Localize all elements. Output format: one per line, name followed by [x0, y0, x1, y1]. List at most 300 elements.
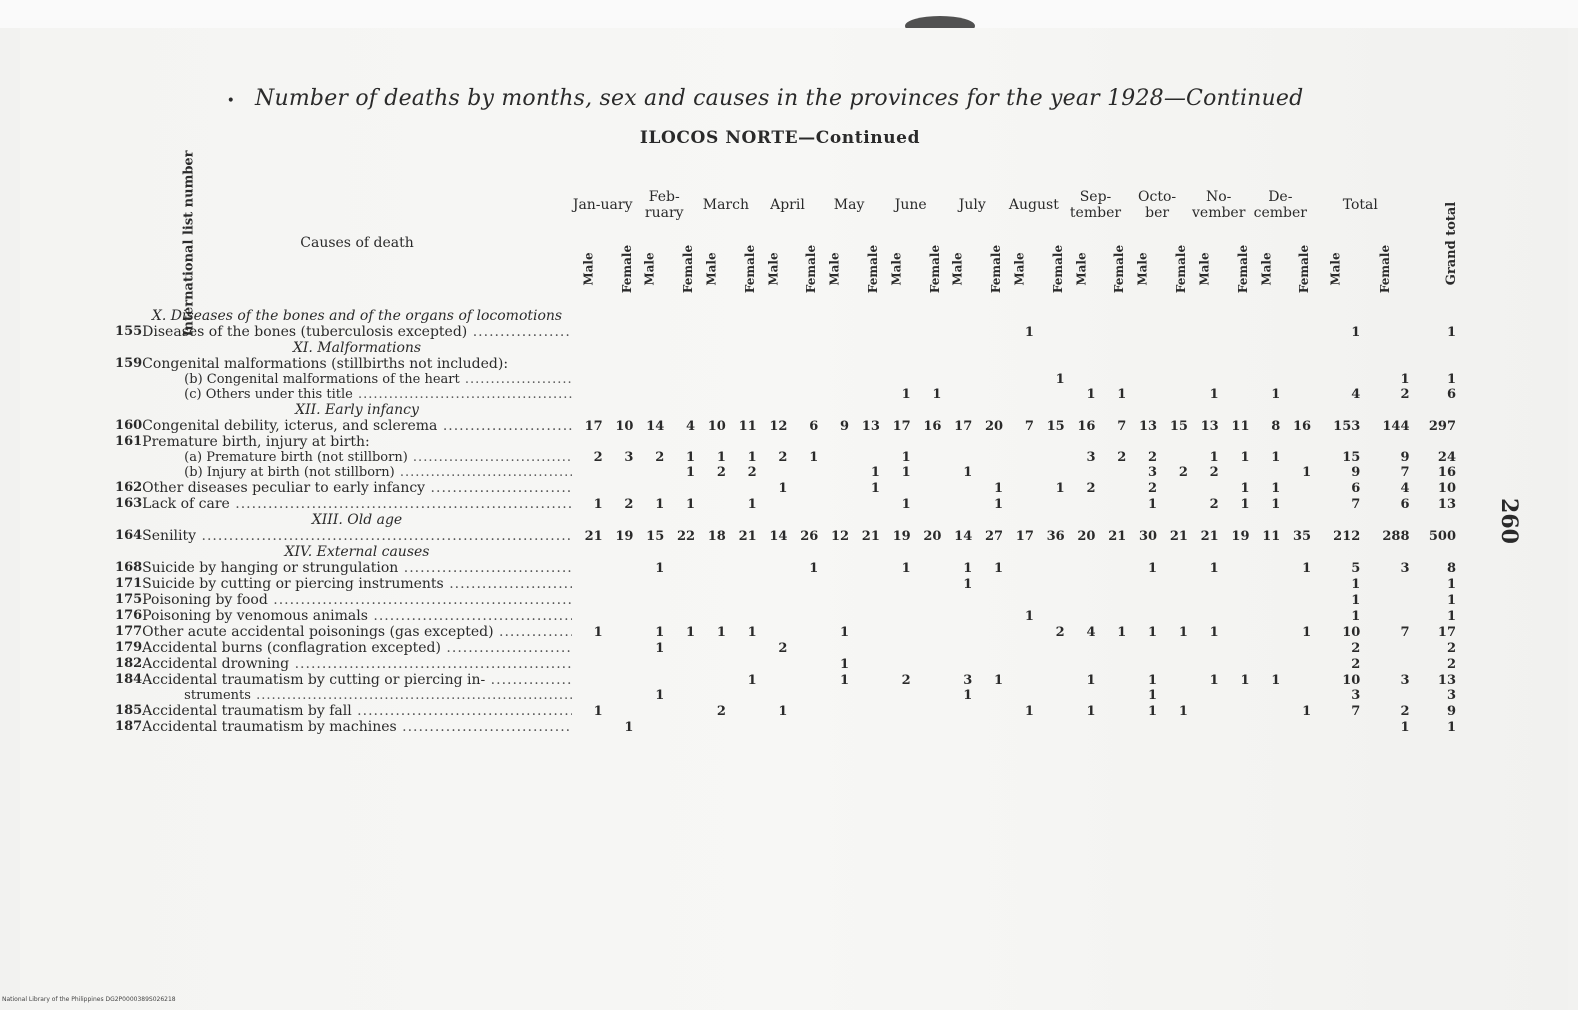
- male-count: [572, 719, 603, 735]
- male-count: [1126, 434, 1157, 450]
- male-count: 1: [1271, 480, 1281, 496]
- female-count: 1: [686, 465, 696, 480]
- list-number: 164: [115, 528, 143, 543]
- female-count: [726, 656, 757, 672]
- female-count: [1219, 324, 1250, 340]
- female-count: [603, 560, 634, 576]
- female-count: 1: [1055, 372, 1065, 387]
- male-count: [572, 640, 603, 656]
- female-count: [1157, 576, 1188, 592]
- male-count: [1250, 608, 1281, 624]
- table-row: [96, 450, 1456, 465]
- male-count: 7: [1351, 703, 1361, 719]
- male-count: [1065, 640, 1096, 656]
- male-count: [880, 688, 911, 703]
- female-count: [1280, 434, 1311, 450]
- female-header-label: Female: [804, 245, 819, 294]
- cause-name: [142, 387, 572, 402]
- female-count: [911, 656, 942, 672]
- female-count: [603, 624, 634, 640]
- table-row: [96, 372, 1456, 387]
- male-count: 1: [593, 496, 603, 512]
- male-count: 4: [1351, 387, 1361, 402]
- female-count: [1034, 719, 1065, 735]
- female-count: 9: [1400, 450, 1410, 465]
- male-count: [757, 372, 788, 387]
- male-count: 1: [1024, 608, 1034, 624]
- male-count: 21: [584, 528, 603, 544]
- male-count: [1250, 356, 1281, 372]
- female-count: [1157, 608, 1188, 624]
- female-count: [911, 372, 942, 387]
- female-count: [849, 592, 880, 608]
- top-margin: [0, 0, 1578, 28]
- table-row: [96, 656, 1456, 672]
- cause-name: [142, 608, 572, 624]
- male-count: [1188, 356, 1219, 372]
- section-row: [96, 340, 1456, 356]
- female-count: [1280, 496, 1311, 512]
- male-count: [633, 576, 664, 592]
- female-header: [726, 232, 757, 308]
- cause-name: [142, 450, 572, 465]
- female-count: 3: [624, 450, 634, 465]
- male-count: [633, 608, 664, 624]
- cause-label: (c) Others under this title .....: [184, 387, 572, 402]
- male-count: [1188, 480, 1219, 496]
- male-count: 2: [1086, 480, 1096, 496]
- female-count: [972, 592, 1003, 608]
- female-count: [1095, 640, 1126, 656]
- male-count: [633, 480, 664, 496]
- male-count: [757, 656, 788, 672]
- male-count: [633, 719, 664, 735]
- male-count: 1: [593, 624, 603, 640]
- male-header-label: Male: [1135, 252, 1150, 286]
- cause-name: [142, 356, 572, 372]
- male-count: [880, 640, 911, 656]
- female-count: [972, 324, 1003, 340]
- female-count: [1095, 480, 1126, 496]
- female-count: [1095, 608, 1126, 624]
- female-count: [972, 434, 1003, 450]
- female-count: [787, 703, 818, 719]
- female-count: 2: [1055, 624, 1065, 640]
- female-count: [726, 688, 757, 703]
- male-count: 1: [840, 624, 850, 640]
- female-count: [1219, 560, 1250, 576]
- female-count: 1: [1240, 672, 1250, 688]
- male-count: 2: [1148, 450, 1158, 465]
- title-text: Number of deaths by months, sex and causes in the provinces for the year 1928—Continued: [255, 86, 1304, 111]
- male-count: [757, 560, 788, 576]
- male-count: [757, 672, 788, 688]
- female-count: [1095, 703, 1126, 719]
- male-count: [1003, 387, 1034, 402]
- male-count: [941, 719, 972, 735]
- male-count: [1188, 576, 1219, 592]
- female-count: 21: [1169, 528, 1188, 544]
- male-count: [572, 372, 603, 387]
- female-count: [1095, 465, 1126, 480]
- female-count: [1280, 324, 1311, 340]
- male-count: [695, 434, 726, 450]
- female-count: [603, 656, 634, 672]
- female-header: [849, 232, 880, 308]
- list-number: [96, 387, 142, 402]
- male-count: [941, 387, 972, 402]
- female-count: [664, 719, 695, 735]
- female-count: [1034, 496, 1065, 512]
- male-count: [1065, 324, 1096, 340]
- list-number: 171: [115, 576, 143, 591]
- female-count: 4: [1400, 480, 1410, 496]
- male-count: 14: [646, 418, 665, 434]
- male-count: 1: [901, 496, 911, 512]
- female-count: 35: [1293, 528, 1312, 544]
- male-count: [1065, 688, 1096, 703]
- male-count: 1: [1271, 450, 1281, 465]
- male-count: [818, 465, 849, 480]
- female-count: 15: [1046, 418, 1065, 434]
- female-count: [664, 640, 695, 656]
- female-count: [1219, 576, 1250, 592]
- female-count: [1219, 592, 1250, 608]
- male-count: [880, 719, 911, 735]
- scan-footer: National Library of the Philippines DG2P0000389S026218: [2, 996, 176, 1003]
- female-count: [664, 656, 695, 672]
- male-count: [633, 434, 664, 450]
- male-count: 1: [1351, 592, 1361, 608]
- grand-total-value: 10: [1437, 480, 1456, 496]
- male-count: 1: [1271, 496, 1281, 512]
- female-count: [787, 592, 818, 608]
- female-count: [1095, 496, 1126, 512]
- table-row: [96, 496, 1456, 512]
- female-count: [1280, 672, 1311, 688]
- section-row: [96, 544, 1456, 560]
- female-count: [603, 465, 634, 480]
- male-header-label: Male: [1012, 252, 1027, 286]
- male-count: [941, 640, 972, 656]
- male-count: [1250, 434, 1281, 450]
- male-count: 1: [1148, 703, 1158, 719]
- female-count: [787, 624, 818, 640]
- list-number: 162: [115, 480, 143, 495]
- male-count: [1250, 465, 1281, 480]
- male-count: [818, 640, 849, 656]
- female-count: [972, 719, 1003, 735]
- month-header: August: [1008, 196, 1059, 213]
- female-count: [1219, 608, 1250, 624]
- month-header: Jan-uary: [572, 196, 633, 213]
- male-count: [880, 372, 911, 387]
- cause-name: [142, 324, 572, 340]
- female-count: [1034, 688, 1065, 703]
- female-count: 1: [747, 672, 757, 688]
- male-count: [818, 592, 849, 608]
- deaths-table: [96, 149, 1459, 735]
- female-count: [911, 356, 942, 372]
- male-count: 2: [716, 465, 726, 480]
- cause-name: [142, 624, 572, 640]
- female-count: [787, 656, 818, 672]
- male-count: [1126, 576, 1157, 592]
- male-header-label: Male: [581, 252, 596, 286]
- female-header: [1034, 232, 1065, 308]
- list-number: 176: [115, 608, 143, 623]
- male-count: [1003, 656, 1034, 672]
- female-count: [1157, 356, 1188, 372]
- male-count: 12: [769, 418, 788, 434]
- male-count: [572, 356, 603, 372]
- female-count: [664, 480, 695, 496]
- male-count: [1065, 719, 1096, 735]
- table-row: [96, 387, 1456, 402]
- female-count: [1157, 450, 1188, 465]
- female-count: [1034, 387, 1065, 402]
- section-heading: XIV. External causes: [284, 544, 430, 560]
- male-count: 1: [1351, 324, 1361, 340]
- female-count: [603, 372, 634, 387]
- female-count: [1034, 703, 1065, 719]
- grand-total-value: [1410, 356, 1457, 372]
- male-count: 1: [655, 496, 665, 512]
- male-count: 1: [901, 465, 911, 480]
- male-header: [695, 232, 726, 308]
- female-count: 1: [870, 465, 880, 480]
- male-count: 1: [901, 560, 911, 576]
- female-count: [1095, 356, 1126, 372]
- grand-total-value: 2: [1446, 656, 1456, 672]
- female-count: [972, 624, 1003, 640]
- male-count: [1003, 576, 1034, 592]
- female-count: [1219, 719, 1250, 735]
- male-header-label: Male: [889, 252, 904, 286]
- male-count: [818, 496, 849, 512]
- male-header: [633, 232, 664, 308]
- grand-total-value: [1410, 434, 1457, 450]
- female-count: [972, 656, 1003, 672]
- male-count: 1: [716, 624, 726, 640]
- male-count: [1311, 372, 1360, 387]
- female-count: 21: [861, 528, 880, 544]
- female-count: [1219, 434, 1250, 450]
- female-count: 10: [615, 418, 634, 434]
- female-header: [1219, 232, 1250, 308]
- female-count: [849, 450, 880, 465]
- female-count: [664, 324, 695, 340]
- female-count: [664, 672, 695, 688]
- female-header: [972, 232, 1003, 308]
- male-count: [880, 434, 911, 450]
- female-count: 1: [1302, 560, 1312, 576]
- male-header: [572, 232, 603, 308]
- male-count: [1188, 640, 1219, 656]
- male-count: [1065, 592, 1096, 608]
- grand-total-header: [1410, 178, 1457, 308]
- male-count: 1: [1024, 703, 1034, 719]
- male-count: [757, 324, 788, 340]
- male-count: [1065, 608, 1096, 624]
- female-count: 20: [923, 528, 942, 544]
- table-title: [0, 86, 1530, 111]
- male-count: [818, 719, 849, 735]
- male-count: [880, 356, 911, 372]
- table-row: [96, 688, 1456, 703]
- female-count: 16: [923, 418, 942, 434]
- female-count: [603, 640, 634, 656]
- female-count: [972, 356, 1003, 372]
- female-count: [911, 480, 942, 496]
- female-count: [787, 608, 818, 624]
- male-header: [1311, 232, 1360, 308]
- female-count: [1219, 356, 1250, 372]
- table-row: [96, 418, 1456, 434]
- female-count: [972, 688, 1003, 703]
- female-count: [726, 434, 757, 450]
- male-count: [1188, 656, 1219, 672]
- male-count: 1: [716, 450, 726, 465]
- female-count: [1157, 592, 1188, 608]
- female-count: 11: [1231, 418, 1250, 434]
- cause-label: Suicide by cutting or piercing instruments .....: [142, 576, 572, 592]
- list-number: 177: [115, 624, 143, 639]
- male-count: [880, 608, 911, 624]
- cause-label: Accidental traumatism by fall .....: [142, 703, 572, 719]
- male-count: [1003, 480, 1034, 496]
- female-count: 7: [1400, 465, 1410, 480]
- cause-name: [142, 372, 572, 387]
- male-count: 1: [1209, 672, 1219, 688]
- list-number: 175: [115, 592, 143, 607]
- table-row: [96, 576, 1456, 592]
- male-count: 212: [1333, 528, 1361, 544]
- grand-total-value: 297: [1428, 418, 1456, 434]
- female-count: [726, 560, 757, 576]
- table-row: [96, 608, 1456, 624]
- female-count: [849, 324, 880, 340]
- male-count: [695, 592, 726, 608]
- male-count: 1: [1351, 608, 1361, 624]
- cause-label: Other diseases peculiar to early infancy .....: [142, 480, 572, 496]
- female-count: [1034, 672, 1065, 688]
- female-count: [1280, 640, 1311, 656]
- cause-name: [142, 688, 572, 703]
- male-count: 15: [646, 528, 665, 544]
- male-count: 2: [1209, 496, 1219, 512]
- female-count: [787, 387, 818, 402]
- list-number: 155: [115, 324, 143, 339]
- female-count: [787, 356, 818, 372]
- male-count: 17: [954, 418, 973, 434]
- male-count: [1250, 640, 1281, 656]
- female-count: 1: [1240, 450, 1250, 465]
- female-count: [603, 576, 634, 592]
- male-count: [1250, 592, 1281, 608]
- grand-total-value: 1: [1446, 592, 1456, 608]
- male-count: [1065, 372, 1096, 387]
- male-count: [695, 480, 726, 496]
- table-row: [96, 719, 1456, 735]
- male-header: [880, 232, 911, 308]
- female-count: 1: [686, 450, 696, 465]
- male-count: 1: [1148, 560, 1158, 576]
- male-count: 10: [707, 418, 726, 434]
- female-count: [1280, 450, 1311, 465]
- male-count: [818, 372, 849, 387]
- male-count: [880, 576, 911, 592]
- male-header: [1003, 232, 1034, 308]
- male-count: 21: [1200, 528, 1219, 544]
- female-header-label: Female: [1377, 245, 1392, 294]
- female-count: [787, 465, 818, 480]
- female-count: 16: [1293, 418, 1312, 434]
- female-count: [911, 592, 942, 608]
- female-count: [664, 576, 695, 592]
- male-count: [572, 656, 603, 672]
- section-heading: X. Diseases of the bones and of the organs of locomotions: [151, 308, 563, 324]
- male-header: [1250, 232, 1281, 308]
- female-count: 144: [1382, 418, 1410, 434]
- male-count: 7: [1351, 496, 1361, 512]
- female-count: [1280, 480, 1311, 496]
- female-count: [1095, 372, 1126, 387]
- female-count: 1: [686, 496, 696, 512]
- cause-name: [142, 480, 572, 496]
- male-count: 19: [892, 528, 911, 544]
- male-count: 2: [778, 450, 788, 465]
- cause-label: Poisoning by food .....: [142, 592, 572, 608]
- female-count: [1219, 656, 1250, 672]
- male-count: 10: [1342, 624, 1361, 640]
- female-count: [664, 560, 695, 576]
- female-count: [787, 372, 818, 387]
- female-count: 1: [747, 496, 757, 512]
- male-count: 6: [1351, 480, 1361, 496]
- list-number: 160: [115, 418, 143, 433]
- male-count: [818, 688, 849, 703]
- female-count: [1360, 356, 1409, 372]
- male-count: [633, 592, 664, 608]
- male-count: [695, 640, 726, 656]
- female-count: [911, 703, 942, 719]
- female-header: [911, 232, 942, 308]
- section-heading: XI. Malformations: [292, 340, 422, 356]
- male-count: [757, 356, 788, 372]
- male-header: [1188, 232, 1219, 308]
- female-count: 7: [1117, 418, 1127, 434]
- female-count: 1: [686, 624, 696, 640]
- female-count: [1280, 592, 1311, 608]
- female-count: [1157, 656, 1188, 672]
- female-count: [787, 324, 818, 340]
- female-count: [911, 560, 942, 576]
- male-count: 3: [1351, 688, 1361, 703]
- male-count: [1065, 576, 1096, 592]
- month-header: No-vember: [1192, 188, 1246, 221]
- cause-label: Accidental drowning .....: [142, 656, 572, 672]
- male-count: [941, 356, 972, 372]
- male-count: [757, 387, 788, 402]
- male-count: [1126, 387, 1157, 402]
- male-count: [1126, 719, 1157, 735]
- male-count: 1: [963, 465, 973, 480]
- female-count: [1219, 387, 1250, 402]
- female-count: [726, 719, 757, 735]
- female-count: 6: [1400, 496, 1410, 512]
- female-count: 1: [809, 450, 819, 465]
